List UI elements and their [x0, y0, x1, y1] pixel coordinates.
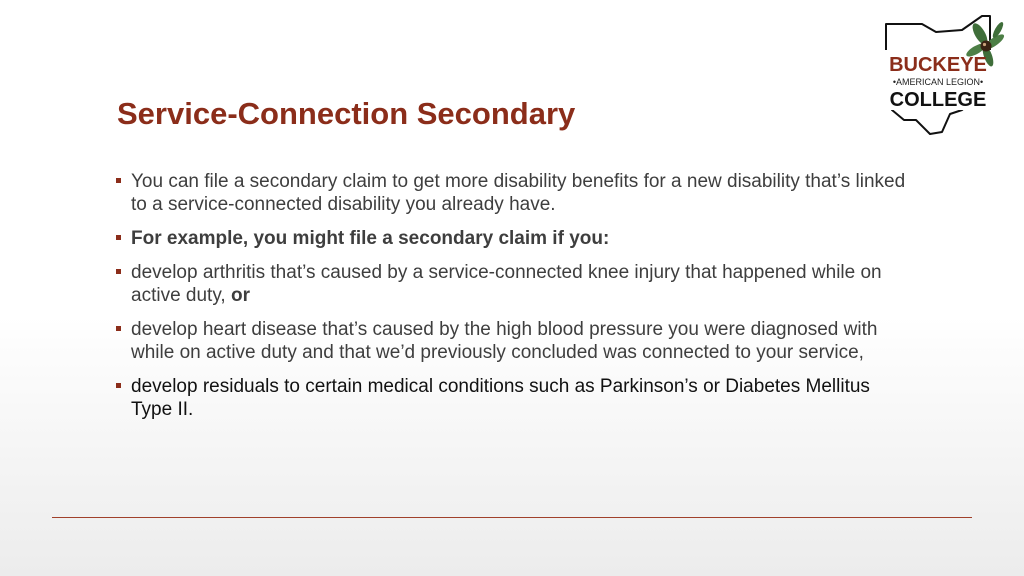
bullet-marker-icon — [116, 235, 121, 240]
logo-legion-text: •AMERICAN LEGION• — [892, 77, 984, 87]
bullet-text: develop residuals to certain medical conditions such as Parkinson’s or Diabetes Mellitus Type II. — [131, 376, 870, 420]
bullet-marker-icon — [116, 383, 121, 388]
bullet-marker-icon — [116, 326, 121, 331]
logo-buckeye-text: BUCKEYE — [889, 54, 987, 76]
bullet-bold-conjunction: or — [230, 285, 250, 306]
bullet-item — [116, 261, 906, 307]
bullet-item — [116, 375, 906, 421]
footer-divider — [52, 517, 972, 518]
bullet-text: For example, you might file a secondary claim if you: — [131, 228, 610, 249]
buckeye-college-logo — [876, 10, 1008, 140]
bullet-marker-icon — [116, 269, 121, 274]
bullet-text: You can file a secondary claim to get more disability benefits for a new disability that’s linked to a service-connected disability you already have. — [131, 171, 906, 215]
ohio-outline-icon — [876, 10, 1008, 140]
bullet-list — [116, 170, 906, 432]
slide-title: Service-Connection Secondary — [117, 96, 576, 131]
bullet-text: develop heart disease that’s caused by the high blood pressure you were diagnosed with while on active duty and that we’d previously concluded was connected to your service, — [131, 319, 878, 363]
bullet-marker-icon — [116, 178, 121, 183]
logo-college-text: COLLEGE — [889, 89, 987, 111]
bullet-item — [116, 227, 906, 250]
bullet-item — [116, 318, 906, 364]
bullet-item — [116, 170, 906, 216]
bullet-text: develop arthritis that’s caused by a service-connected knee injury that happened while on active duty, — [131, 262, 882, 306]
